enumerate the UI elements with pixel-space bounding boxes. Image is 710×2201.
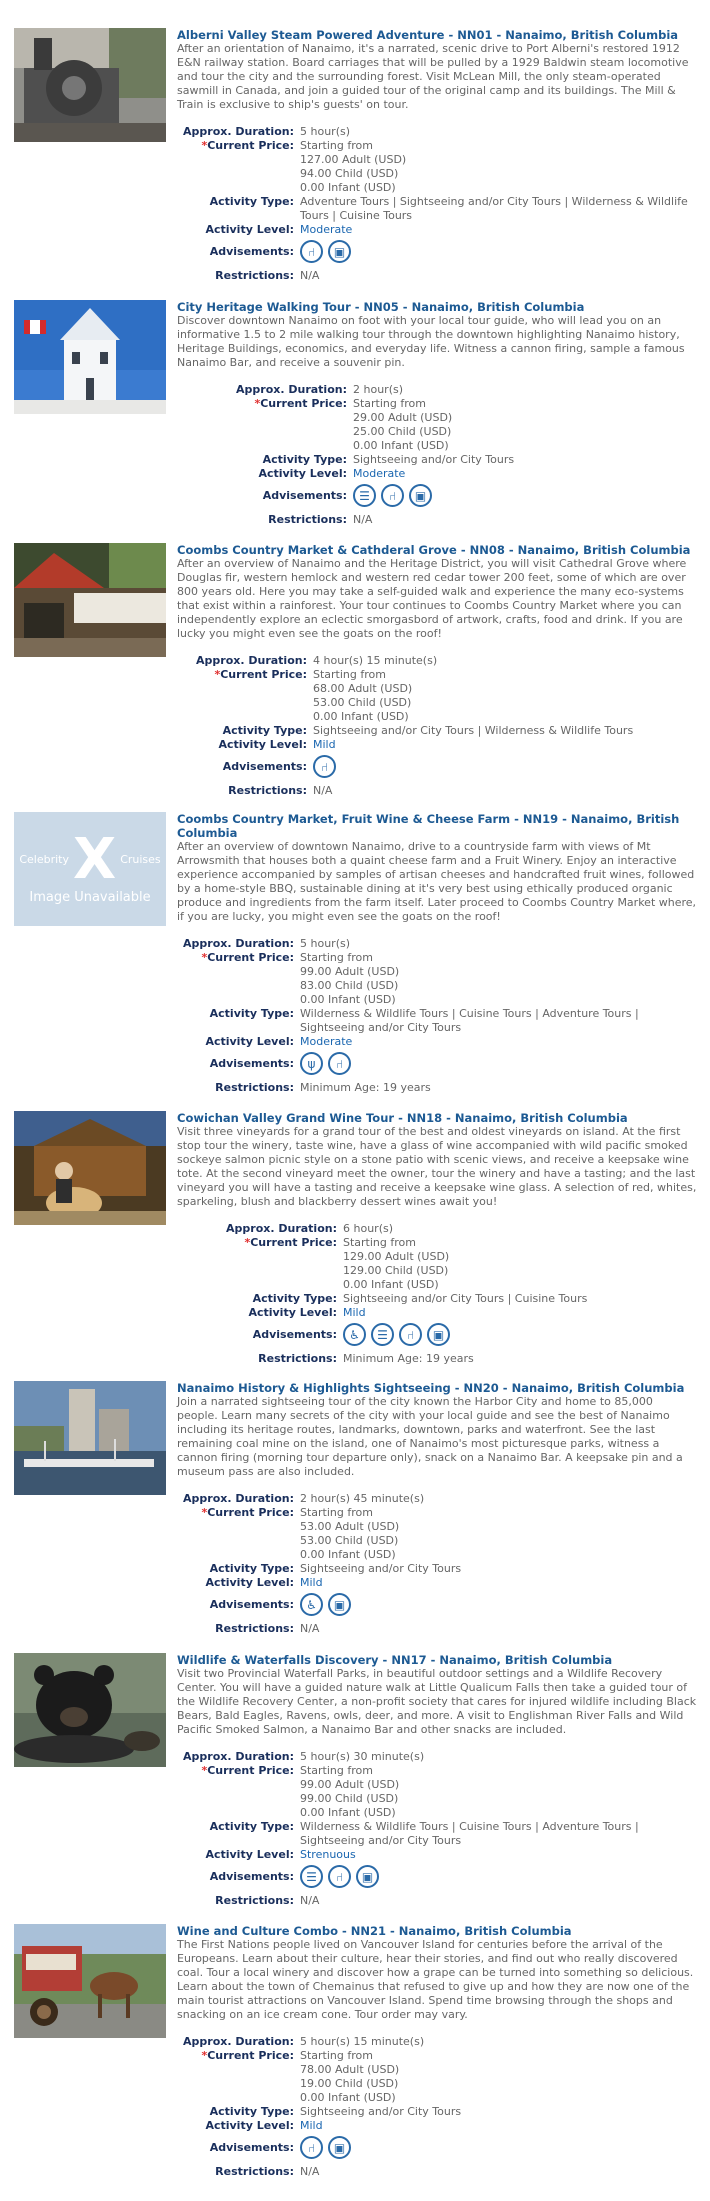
price-value: Starting from 78.00 Adult (USD) 19.00 Child (USD) 0.00 Infant (USD) [300, 2049, 400, 2104]
price-value: Starting from 53.00 Adult (USD) 53.00 Child (USD) 0.00 Infant (USD) [300, 1506, 400, 1561]
tour-details [177, 1222, 697, 1366]
activity-level-link[interactable]: Moderate [300, 1035, 353, 1048]
tour-photo-steam-locomotive[interactable] [14, 28, 166, 142]
price-label: *Current Price: [214, 668, 307, 681]
advisement-icons [300, 1052, 351, 1075]
tour-details [177, 1492, 697, 1636]
tour-details [177, 383, 697, 527]
advisements-label: Advisements: [209, 1056, 294, 1070]
restrictions-label: Restrictions: [215, 269, 294, 282]
activity-type-value: Sightseeing and/or City Tours [300, 2105, 462, 2118]
tour-description: The First Nations people lived on Vancouver Island for centuries before the arrival of the Europeans. Learn about their culture, hear their stories, and find out who really discovered coal. Tour a local winery and discover how a grape can be turned into something so delicious. Learn about the town of Chemainus that refused to give up and how they are now one of the main tourist attractions on Vancouver Island. Spend time browsing through the shops and snacking on an ice cream cone. Tour order may vary. [177, 1938, 694, 2021]
seat-icon[interactable]: ⑁ [313, 755, 336, 778]
stairs-icon[interactable]: ☰ [353, 484, 376, 507]
tour-photo-black-bear[interactable] [14, 1653, 166, 1767]
activity-type-value: Sightseeing and/or City Tours [353, 453, 515, 466]
tour-description: After an overview of downtown Nanaimo, drive to a countryside farm with views of Mt Arrowsmith that houses both a quaint cheese farm and a Fruit Winery. Enjoy an interactive experience accompanied by samples of artisan cheeses and handcrafted fruit wines, followed by a home-style BBQ, sustainable dining at it's very best using ethically produced organic produce and ingredients from the farm itself. Later proceed to Coombs Country Market where, if you are lucky, you might even see the goats on the roof! [177, 840, 697, 923]
tour-description: After an overview of Nanaimo and the Heritage District, you will visit Cathedral Grove where Douglas fir, western hemlock and western red cedar tower 200 feet, some of which are over 800 years old. Here you may take a self-guided walk and experience the many eco-systems that exist within a rainforest. Your tour continues to Coombs Country Market where you can independently explore an eclectic smorgasbord of artwork, crafts, food and drink. If you are lucky you might even see the goats on the roof! [177, 557, 687, 640]
restrictions-label: Restrictions: [258, 1352, 337, 1365]
activity-level-link[interactable]: Mild [343, 1306, 366, 1319]
advisements-label: Advisements: [222, 759, 307, 773]
activity-level-label: Activity Level: [205, 1848, 294, 1861]
activity-level-label: Activity Level: [218, 738, 307, 751]
tour-photo-horse-carriage[interactable] [14, 1924, 166, 2038]
stairs-icon[interactable]: ☰ [300, 1865, 323, 1888]
activity-level-label: Activity Level: [205, 2119, 294, 2132]
activity-level-link[interactable]: Mild [313, 738, 336, 751]
advisements-label: Advisements: [262, 488, 347, 502]
restrictions-value: N/A [300, 1894, 320, 1907]
duration-label: Approx. Duration: [226, 1222, 337, 1235]
placeholder-brand-right: Cruises [120, 853, 161, 866]
tour-title-link[interactable]: Wildlife & Waterfalls Discovery - NN17 - Nanaimo, British Columbia [177, 1653, 613, 1667]
activity-type-label: Activity Type: [252, 1292, 337, 1305]
duration-value: 5 hour(s) 30 minute(s) [300, 1750, 425, 1763]
activity-level-link[interactable]: Moderate [300, 223, 353, 236]
price-value: Starting from 29.00 Adult (USD) 25.00 Child (USD) 0.00 Infant (USD) [353, 397, 453, 452]
price-label: *Current Price: [201, 139, 294, 152]
restrictions-value: N/A [300, 269, 320, 282]
tour-details [177, 125, 697, 283]
activity-type-label: Activity Type: [209, 195, 294, 208]
tour-title-link[interactable]: Cowichan Valley Grand Wine Tour - NN18 - Nanaimo, British Columbia [177, 1111, 628, 1125]
advisement-icons [300, 2136, 351, 2159]
advisement-icons [313, 755, 336, 778]
advisement-icons [300, 1865, 379, 1888]
price-value: Starting from 99.00 Adult (USD) 99.00 Child (USD) 0.00 Infant (USD) [300, 1764, 400, 1819]
tour-title-link[interactable]: Nanaimo History & Highlights Sightseeing - NN20 - Nanaimo, British Columbia [177, 1381, 685, 1395]
duration-value: 4 hour(s) 15 minute(s) [313, 654, 438, 667]
placeholder-brand-left: Celebrity [19, 853, 69, 866]
duration-label: Approx. Duration: [196, 654, 307, 667]
activity-type-label: Activity Type: [209, 1562, 294, 1575]
restrictions-label: Restrictions: [215, 1894, 294, 1907]
activity-type-label: Activity Type: [209, 2105, 294, 2118]
price-label: *Current Price: [201, 1506, 294, 1519]
price-value: Starting from 129.00 Adult (USD) 129.00 Child (USD) 0.00 Infant (USD) [343, 1236, 450, 1291]
activity-level-label: Activity Level: [205, 1576, 294, 1589]
tour-title-link[interactable]: Coombs Country Market, Fruit Wine & Cheese Farm - NN19 - Nanaimo, British Columbia [177, 812, 680, 840]
advisements-label: Advisements: [209, 1869, 294, 1883]
tour-title-link[interactable]: Wine and Culture Combo - NN21 - Nanaimo, British Columbia [177, 1924, 572, 1938]
placeholder-text: Image Unavailable [29, 889, 151, 905]
tour-photo-winery-dog[interactable] [14, 1111, 166, 1225]
seat-icon[interactable]: ⑁ [300, 240, 323, 263]
advisement-icons [300, 240, 351, 263]
restrictions-value: N/A [313, 784, 333, 797]
restrictions-label: Restrictions: [268, 513, 347, 526]
tour-description: Visit two Provincial Waterfall Parks, in beautiful outdoor settings and a Wildlife Recovery Center. You will have a guided nature walk at Little Qualicum Falls then take a guided tour of the Wildlife Recovery Center, a non-profit society that cares for injured wildlife including Black Bears, Bald Eagles, Ravens, owls, deer, and more. A visit to Englishman River Falls and Wild Pacific Smoked Salmon, a Nanaimo Bar and other snacks are included. [177, 1667, 697, 1736]
price-label: *Current Price: [244, 1236, 337, 1249]
advisements-label: Advisements: [252, 1327, 337, 1341]
price-label: *Current Price: [254, 397, 347, 410]
bus-icon[interactable]: ▣ [328, 2136, 351, 2159]
activity-type-value: Adventure Tours | Sightseeing and/or City Tours | Wilderness & Wildlife Tours | Cuisine Tours [300, 195, 688, 222]
restrictions-label: Restrictions: [215, 1081, 294, 1094]
tour-details [177, 2035, 697, 2179]
restrictions-label: Restrictions: [228, 784, 307, 797]
price-label: *Current Price: [201, 1764, 294, 1777]
advisements-label: Advisements: [209, 1597, 294, 1611]
duration-label: Approx. Duration: [236, 383, 347, 396]
duration-value: 6 hour(s) [343, 1222, 394, 1235]
price-value: Starting from 68.00 Adult (USD) 53.00 Child (USD) 0.00 Infant (USD) [313, 668, 413, 723]
walking-icon[interactable]: ♿ [300, 1593, 323, 1616]
activity-type-label: Activity Type: [209, 1820, 294, 1833]
seat-icon[interactable]: ⑁ [328, 1052, 351, 1075]
activity-level-link[interactable]: Moderate [353, 467, 406, 480]
restrictions-value: Minimum Age: 19 years [300, 1081, 431, 1094]
tour-description: Visit three vineyards for a grand tour of the best and oldest vineyards on island. At the first stop tour the winery, taste wine, have a glass of wine accompanied with wild pacific smoked sockeye salmon picnic style on a stone patio with scenic views, and receive a keepsake wine tote. At the second vineyard meet the owner, tour the winery and have a tasting; and the last vineyard you will have a tasting and receive a keepsake wine glass. A selection of red, whites, sparkeling, blush and blackberry dessert wines await you! [177, 1125, 697, 1208]
advisement-icons [343, 1323, 450, 1346]
bus-icon[interactable]: ▣ [409, 484, 432, 507]
activity-type-value: Sightseeing and/or City Tours [300, 1562, 462, 1575]
tour-photo-coombs-market[interactable] [14, 543, 166, 657]
restrictions-value: N/A [300, 2165, 320, 2178]
advisements-label: Advisements: [209, 244, 294, 258]
tour-description: Discover downtown Nanaimo on foot with your local tour guide, who will lead you on an informative 1.5 to 2 mile walking tour through the downtown highlighting Nanaimo history, Heritage Buildings, economics, and everyday life. Witness a cannon firing, sample a famous Nanaimo Bar, and receive a souvenir pin. [177, 314, 685, 369]
tour-description: After an orientation of Nanaimo, it's a narrated, scenic drive to Port Alberni's restored 1912 E&N railway station. Board carriages that will be pulled by a 1929 Baldwin steam locomotive and tour the city and the surrounding forest. Visit McLean Mill, the only steam-operated sawmill in Canada, and join a guided tour of the original camp and its buildings. The Mill & Train is exclusive to ship's guests' on tour. [177, 42, 689, 111]
restrictions-value: Minimum Age: 19 years [343, 1352, 474, 1365]
duration-value: 5 hour(s) 15 minute(s) [300, 2035, 425, 2048]
duration-value: 2 hour(s) [353, 383, 404, 396]
activity-level-link[interactable]: Mild [300, 2119, 323, 2132]
activity-level-label: Activity Level: [248, 1306, 337, 1319]
tour-description: Join a narrated sightseeing tour of the city known the Harbor City and home to 85,000 people. Learn many secrets of the city with your local guide and see the best of Nanaimo including its heritage routes, landmarks, downtown, parks and waterfront. See the last remaining coal mine on the island, one of Nanaimo's most picturesque parks, witness a cannon firing (morning tour departure only), snack on a Nanaimo Bar. A keepsake pin and a museum pass are also included. [177, 1395, 683, 1478]
activity-level-label: Activity Level: [205, 1035, 294, 1048]
activity-type-value: Wilderness & Wildlife Tours | Cuisine Tours | Adventure Tours | Sightseeing and/or City Tours [300, 1820, 639, 1847]
duration-value: 5 hour(s) [300, 125, 351, 138]
activity-level-label: Activity Level: [258, 467, 347, 480]
tour-photo-bastion[interactable] [14, 300, 166, 414]
activity-type-value: Sightseeing and/or City Tours | Cuisine Tours [343, 1292, 588, 1305]
seat-icon[interactable]: ⑁ [399, 1323, 422, 1346]
advisements-label: Advisements: [209, 2140, 294, 2154]
price-label: *Current Price: [201, 951, 294, 964]
price-value: Starting from 127.00 Adult (USD) 94.00 Child (USD) 0.00 Infant (USD) [300, 139, 407, 194]
activity-type-label: Activity Type: [222, 724, 307, 737]
restrictions-label: Restrictions: [215, 1622, 294, 1635]
image-unavailable-placeholder [14, 812, 166, 926]
celebrity-x-logo: X [73, 826, 117, 892]
activity-type-value: Wilderness & Wildlife Tours | Cuisine Tours | Adventure Tours | Sightseeing and/or City Tours [300, 1007, 639, 1034]
seat-icon[interactable]: ⑁ [300, 2136, 323, 2159]
activity-level-link[interactable]: Strenuous [300, 1848, 356, 1861]
stairs-icon[interactable]: ☰ [371, 1323, 394, 1346]
tour-photo-harbor-city[interactable] [14, 1381, 166, 1495]
duration-label: Approx. Duration: [183, 937, 294, 950]
walking-icon[interactable]: ♿ [343, 1323, 366, 1346]
bus-icon[interactable]: ▣ [328, 240, 351, 263]
seat-icon[interactable]: ⑁ [381, 484, 404, 507]
advisement-icons [353, 484, 432, 507]
duration-label: Approx. Duration: [183, 1750, 294, 1763]
seat-icon[interactable]: ⑁ [328, 1865, 351, 1888]
activity-level-label: Activity Level: [205, 223, 294, 236]
meal-icon[interactable]: ψ [300, 1052, 323, 1075]
price-value: Starting from 99.00 Adult (USD) 83.00 Child (USD) 0.00 Infant (USD) [300, 951, 400, 1006]
duration-value: 2 hour(s) 45 minute(s) [300, 1492, 425, 1505]
restrictions-value: N/A [300, 1622, 320, 1635]
tour-details [177, 937, 697, 1095]
bus-icon[interactable]: ▣ [328, 1593, 351, 1616]
tour-title-link[interactable]: Alberni Valley Steam Powered Adventure - NN01 - Nanaimo, British Columbia [177, 28, 679, 42]
restrictions-label: Restrictions: [215, 2165, 294, 2178]
duration-label: Approx. Duration: [183, 2035, 294, 2048]
tour-title-link[interactable]: Coombs Country Market & Cathderal Grove - NN08 - Nanaimo, British Columbia [177, 543, 691, 557]
restrictions-value: N/A [353, 513, 373, 526]
tour-details [177, 1750, 697, 1908]
bus-icon[interactable]: ▣ [356, 1865, 379, 1888]
advisement-icons [300, 1593, 351, 1616]
activity-level-link[interactable]: Mild [300, 1576, 323, 1589]
bus-icon[interactable]: ▣ [427, 1323, 450, 1346]
activity-type-label: Activity Type: [209, 1007, 294, 1020]
activity-type-label: Activity Type: [262, 453, 347, 466]
tour-details [177, 654, 697, 798]
price-label: *Current Price: [201, 2049, 294, 2062]
duration-label: Approx. Duration: [183, 1492, 294, 1505]
tour-title-link[interactable]: City Heritage Walking Tour - NN05 - Nanaimo, British Columbia [177, 300, 585, 314]
duration-value: 5 hour(s) [300, 937, 351, 950]
activity-type-value: Sightseeing and/or City Tours | Wilderness & Wildlife Tours [313, 724, 634, 737]
duration-label: Approx. Duration: [183, 125, 294, 138]
